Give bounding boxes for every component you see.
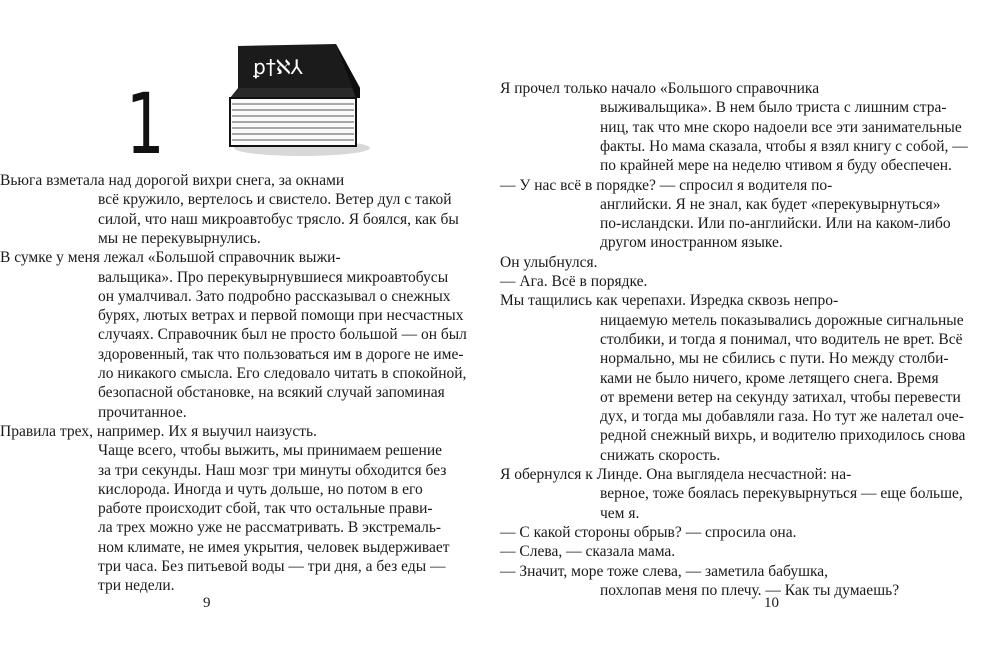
text-line: — У нас всё в порядке? — спросил я водителя по- bbox=[500, 176, 833, 194]
text-line: три часа. Без питьевой воды — три дня, а без еды — bbox=[98, 558, 446, 575]
text-line: ницаемую метель показывались дорожные сигнальные bbox=[600, 311, 964, 329]
text-line: случаях. Справочник был не просто большой — он был bbox=[98, 326, 467, 344]
text-line: факты. Но мама сказала, чтобы я взял книгу с собой, — bbox=[600, 137, 968, 155]
text-line: — С какой стороны обрыв? — спросила она. bbox=[500, 523, 797, 541]
text-line: бурях, лютых ветрах и первой помощи при несчастных bbox=[98, 307, 464, 325]
text-line: нормально, мы не сбились с пути. Но между столби- bbox=[600, 350, 949, 368]
text-line: чем я. bbox=[600, 504, 640, 522]
text-line: ками не было ничего, кроме летящего снега. Время bbox=[600, 369, 939, 387]
text-line: ла трех можно уже не рассматривать. В экстремаль- bbox=[98, 519, 442, 537]
text-line: ном климате, не имея укрытия, человек выдерживает bbox=[98, 538, 450, 556]
text-line: редной снежный вихрь, и водителю приходилось снова bbox=[600, 427, 966, 445]
text-line: верное, тоже боялась перекувырнуться — еще больше, bbox=[600, 485, 963, 503]
text-line: Вьюга взметала над дорогой вихри снега, за окнами bbox=[0, 172, 345, 189]
text-line: Я обернулся к Линде. Она выглядела несчастной: на- bbox=[500, 466, 852, 483]
text-line: работе происходит сбой, так что остальные прави- bbox=[98, 500, 433, 518]
text-line: — Слева, — сказала мама. bbox=[500, 543, 676, 561]
chapter-number: 1 bbox=[126, 75, 165, 173]
text-line: выживальщика». В нем было триста с лишним стра- bbox=[600, 99, 947, 117]
text-line: английски. Я не знал, как будет «перекувырнуться» bbox=[600, 195, 941, 213]
text-line: по крайней мере на неделю чтивом я буду обеспечен. bbox=[600, 157, 952, 175]
text-line: кислорода. Иногда и чуть дольше, но потом в его bbox=[98, 480, 423, 498]
text-line: Чаще всего, чтобы выжить, мы принимаем решение bbox=[98, 442, 442, 460]
text-line: три недели. bbox=[98, 577, 175, 595]
text-line: он умалчивал. Зато подробно рассказывал о снежных bbox=[98, 287, 451, 305]
text-line: снижать скорость. bbox=[600, 446, 721, 464]
book-icon bbox=[222, 40, 372, 160]
text-line: ло никакого смысла. Его следовало читать в спокойной, bbox=[98, 365, 467, 382]
text-line: похлопав меня по плечу. — Как ты думаешь? bbox=[600, 581, 900, 599]
text-line: здоровенный, так что пользоваться им в дороге не име- bbox=[98, 345, 464, 363]
text-line: прочитанное. bbox=[98, 403, 187, 421]
text-line: всё кружило, вертелось и свистело. Ветер дул с такой bbox=[98, 191, 452, 209]
text-line: Правила трех, например. Их я выучил наизусть. bbox=[0, 422, 317, 440]
text-line: ниц, так что мне скоро надоели все эти занимательные bbox=[600, 118, 962, 136]
page-number-right: 10 bbox=[764, 595, 779, 611]
text-line: мы не перекувырнулись. bbox=[98, 229, 261, 247]
text-line: — Ага. Всё в порядке. bbox=[500, 273, 648, 290]
text-line: дух, и тогда мы добавляли газа. Но тут же налетал оче- bbox=[600, 408, 964, 426]
text-line: В сумке у меня лежал «Большой справочник выжи- bbox=[0, 249, 341, 267]
text-line: другом иностранном языке. bbox=[600, 234, 783, 252]
text-line: столбики, и тогда я понимал, что водитель не врет. Всё bbox=[600, 330, 963, 348]
text-line: вальщика». Про перекувырнувшиеся микроавтобусы bbox=[98, 268, 449, 286]
text-line: силой, что наш микроавтобус трясло. Я боялся, как бы bbox=[98, 210, 459, 228]
text-line: по-исландски. Или по-английски. Или на каком-либо bbox=[600, 215, 951, 233]
text-line: за три секунды. Наш мозг три минуты обходится без bbox=[98, 461, 447, 479]
right-page bbox=[500, 0, 1000, 660]
page-number-left: 9 bbox=[203, 595, 211, 611]
text-line: безопасной обстановке, на всякий случай запоминая bbox=[98, 384, 445, 402]
book-cover-glyphs: ꝑ†ℵ⅄ bbox=[253, 55, 303, 79]
text-line: Мы тащились как черепахи. Изредка сквозь непро- bbox=[500, 292, 839, 310]
text-line: Он улыбнулся. bbox=[500, 253, 598, 271]
text-line: — Значит, море тоже слева, — заметила бабушка, bbox=[500, 562, 829, 580]
text-line: Я прочел только начало «Большого справочника bbox=[500, 80, 820, 97]
text-line: от времени ветер на секунду затихал, чтобы перевести bbox=[600, 388, 961, 406]
